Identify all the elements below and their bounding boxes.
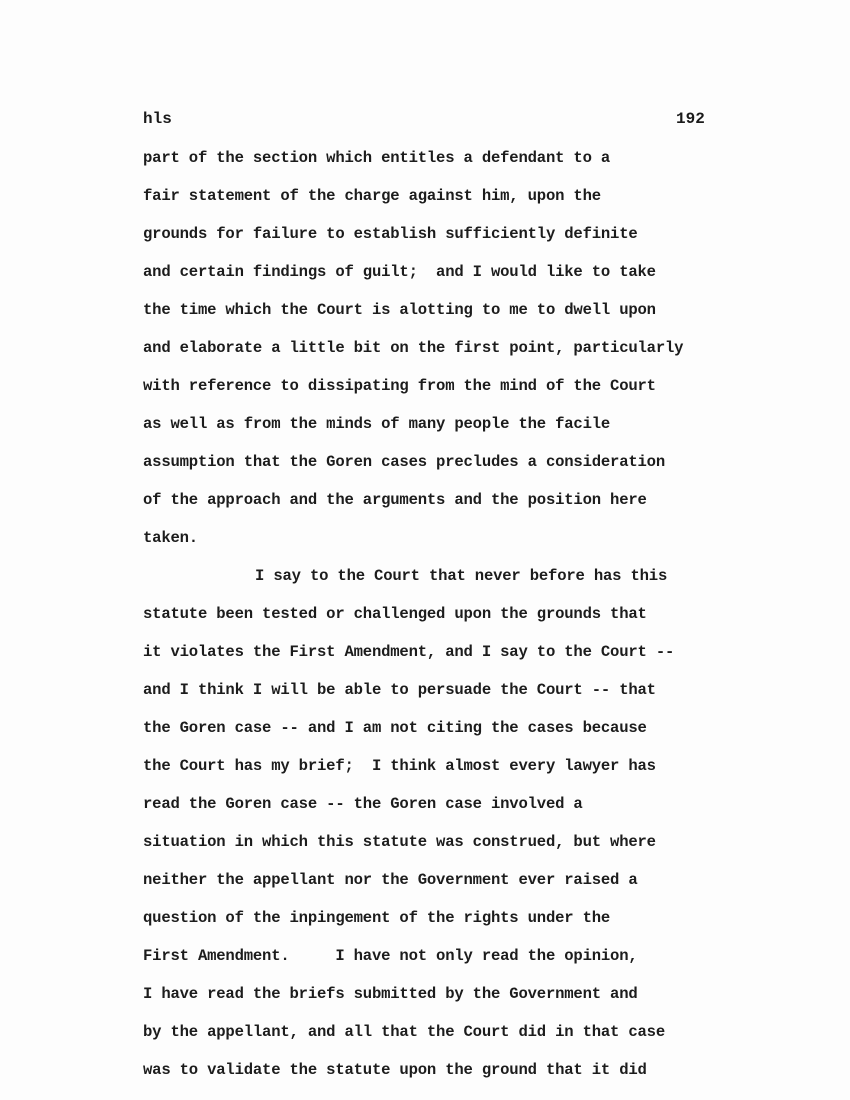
text-line: it violates the First Amendment, and I say to the Court -- — [143, 643, 675, 661]
text-line: part of the section which entitles a defendant to a — [143, 149, 611, 167]
text-line: I have read the briefs submitted by the Government and — [143, 985, 638, 1003]
text-line: of the approach and the arguments and the position here — [143, 491, 647, 509]
text-line: was to validate the statute upon the ground that it did — [143, 1061, 647, 1079]
text-line: statute been tested or challenged upon the grounds that — [143, 605, 647, 623]
text-line: taken. — [143, 529, 198, 547]
text-line: the time which the Court is alotting to me to dwell upon — [143, 301, 656, 319]
paragraph-start-line: I say to the Court that never before has this — [255, 567, 668, 585]
transcript-body — [143, 148, 793, 1098]
text-line: and certain findings of guilt; and I would like to take — [143, 263, 656, 281]
text-line: with reference to dissipating from the mind of the Court — [143, 377, 656, 395]
text-line: read the Goren case -- the Goren case involved a — [143, 795, 583, 813]
text-line: assumption that the Goren cases precludes a consideration — [143, 453, 665, 471]
text-line: and elaborate a little bit on the first point, particularly — [143, 339, 684, 357]
text-line: the Goren case -- and I am not citing the cases because — [143, 719, 647, 737]
text-line: First Amendment. I have not only read the opinion, — [143, 947, 638, 965]
text-line: situation in which this statute was construed, but where — [143, 833, 656, 851]
transcript-initials: hls — [143, 110, 172, 128]
text-line: as well as from the minds of many people the facile — [143, 415, 611, 433]
text-line: grounds for failure to establish sufficiently definite — [143, 225, 638, 243]
text-line: fair statement of the charge against him, upon the — [143, 187, 601, 205]
text-line: the Court has my brief; I think almost every lawyer has — [143, 757, 656, 775]
text-line: by the appellant, and all that the Court did in that case — [143, 1023, 665, 1041]
text-line: neither the appellant nor the Government ever raised a — [143, 871, 638, 889]
text-line: question of the inpingement of the rights under the — [143, 909, 611, 927]
text-line: and I think I will be able to persuade the Court -- that — [143, 681, 656, 699]
page-number: 192 — [676, 110, 705, 128]
